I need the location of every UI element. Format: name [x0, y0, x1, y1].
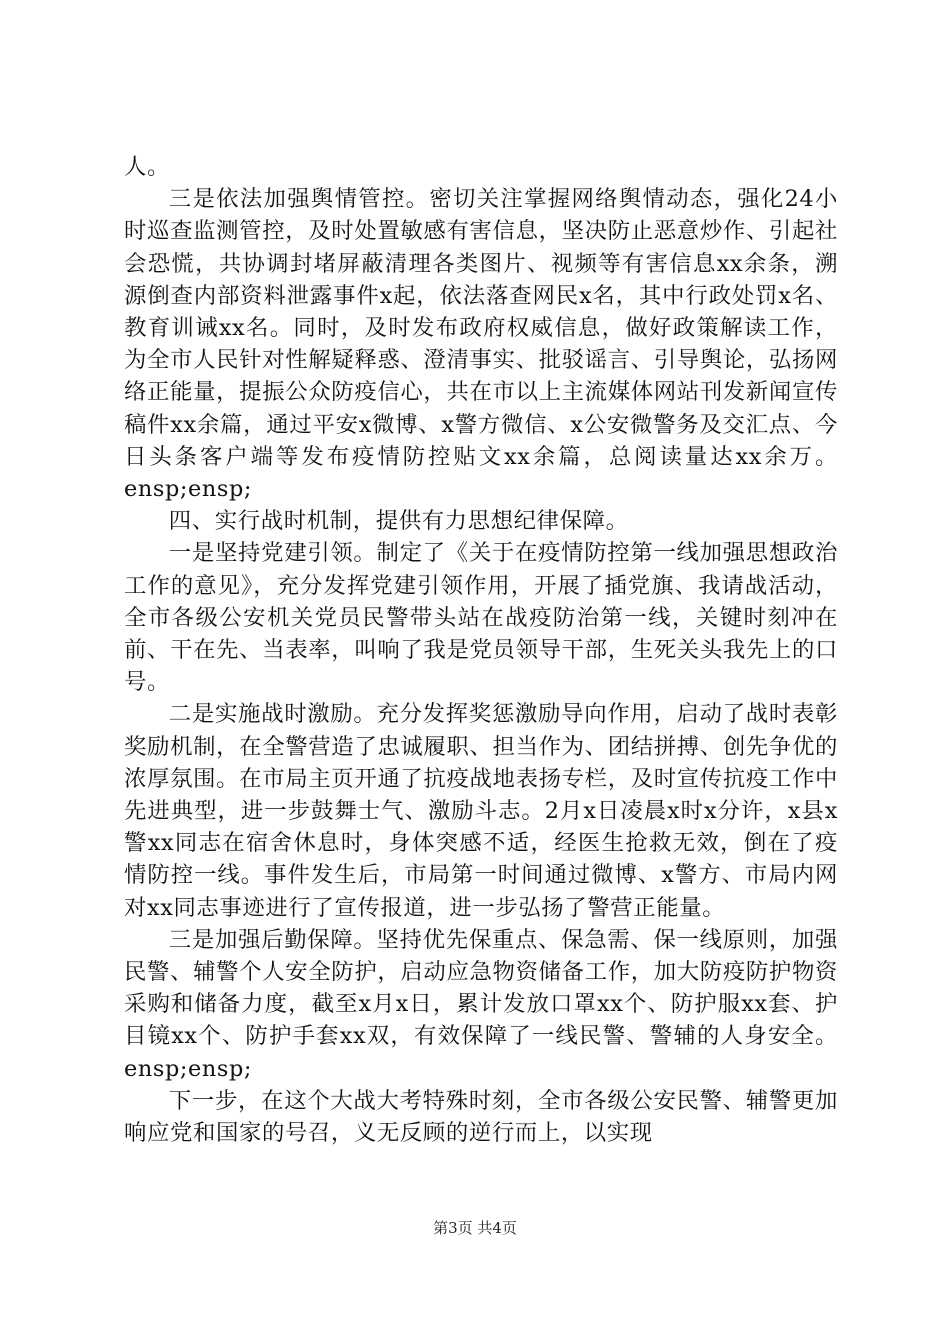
page-number-footer: 第3页 共4页	[433, 1219, 517, 1237]
paragraph-continuation: 人。	[124, 154, 170, 180]
paragraph-next-step: 下一步，在这个大战大考特殊时刻，全市各级公安民警、辅警更加响应党和国家的号召，义无反顾的逆行而上，以实现	[124, 1087, 838, 1147]
paragraph-logistics-support: 三是加强后勤保障。坚持优先保重点、保急需、保一线原则，加强民警、辅警个人安全防护，启动应急物资储备工作，加大防疫防护物资采购和储备力度，截至x月x日，累计发放口罩xx个、防护服xx套、护目镜xx个、防护手套xx双，有效保障了一线民警、警辅的人身安全。ensp;ensp;	[124, 926, 838, 1082]
paragraph-party-building: 一是坚持党建引领。制定了《关于在疫情防控第一线加强思想政治工作的意见》，充分发挥党建引领作用，开展了插党旗、我请战活动，全市各级公安机关党员民警带头站在战疫防治第一线，关键时刻冲在前、干在先、当表率，叫响了我是党员领导干部，生死关头我先上的口号。	[124, 540, 838, 696]
paragraph-wartime-incentives: 二是实施战时激励。充分发挥奖惩激励导向作用，启动了战时表彰奖励机制，在全警营造了忠诚履职、担当作为、团结拼搏、创先争优的浓厚氛围。在市局主页开通了抗疫战地表扬专栏，及时宣传抗疫工作中先进典型，进一步鼓舞士气、激励斗志。2月x日凌晨x时x分许，x县x警xx同志在宿舍休息时，身体突感不适，经医生抢救无效，倒在了疫情防控一线。事件发生后，市局第一时间通过微博、x警方、市局内网对xx同志事迹进行了宣传报道，进一步弘扬了警营正能量。	[124, 701, 838, 921]
paragraph-public-opinion-control: 三是依法加强舆情管控。密切关注掌握网络舆情动态，强化24小时巡查监测管控，及时处置敏感有害信息，坚决防止恶意炒作、引起社会恐慌，共协调封堵屏蔽清理各类图片、视频等有害信息xx余条，溯源倒查内部资料泄露事件x起，依法落查网民x名，其中行政处罚x名、教育训诫xx名。同时，及时发布政府权威信息，做好政策解读工作，为全市人民针对性解疑释惑、澄清事实、批驳谣言、引导舆论，弘扬网络正能量，提振公众防疫信心，共在市以上主流媒体网站刊发新闻宣传稿件xx余篇，通过平安x微博、x警方微信、x公安微警务及交汇点、今日头条客户端等发布疫情防控贴文xx余篇，总阅读量达xx余万。ensp;ensp;	[124, 186, 838, 503]
section-heading-wartime-mechanism: 四、实行战时机制，提供有力思想纪律保障。	[168, 508, 629, 535]
document-body	[124, 151, 838, 1149]
